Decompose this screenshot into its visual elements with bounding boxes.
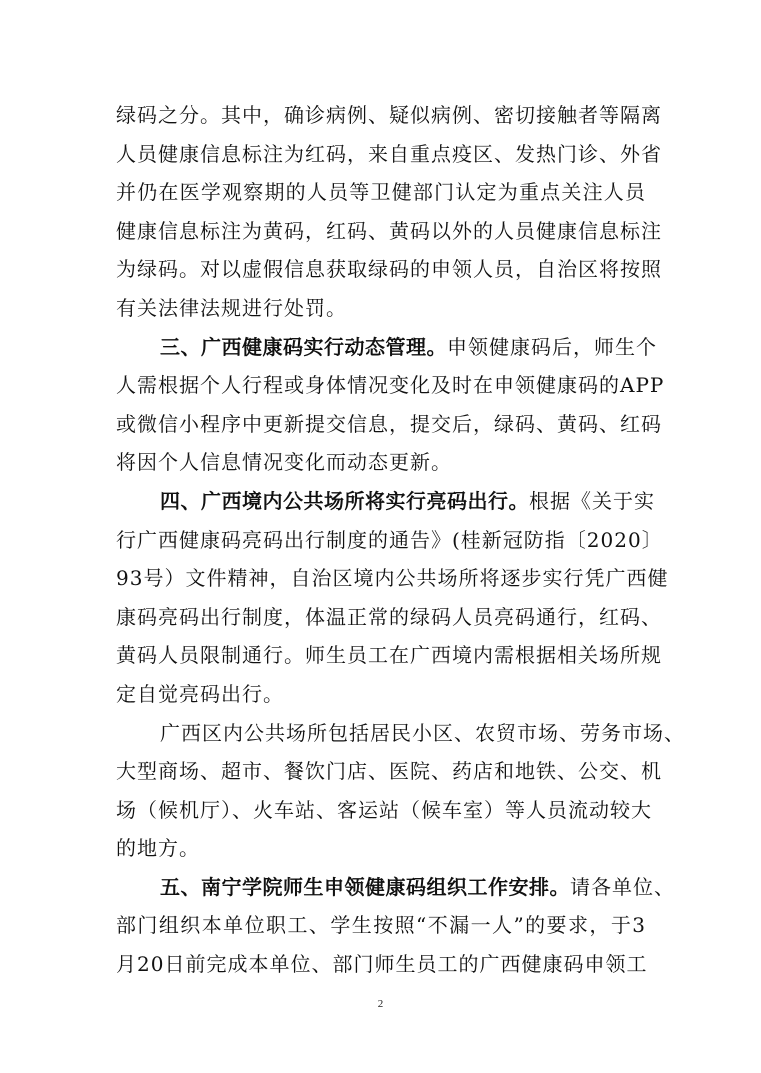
text-line: 并仍在医学观察期的人员等卫健部门认定为重点关注人员 [116, 180, 646, 205]
section-heading: 三、广西健康码实行动态管理。 [160, 334, 447, 359]
text-line: 有关法律法规进行处罚。 [116, 295, 347, 320]
text-line: 健康信息标注为黄码，红码、黄码以外的人员健康信息标注 [116, 218, 662, 243]
section-text: 申领健康码后，师生个 [447, 334, 657, 359]
page-number: 2 [377, 998, 384, 1010]
text-line: 月20日前完成本单位、部门师生员工的广西健康码申领工 [116, 952, 648, 977]
text-line: 或微信小程序中更新提交信息，提交后，绿码、黄码、红码 [116, 411, 662, 436]
section-first-line [116, 868, 675, 907]
paragraph-continuation [116, 96, 662, 328]
text-line: 广西区内公共场所包括居民小区、农贸市场、劳务市场、 [160, 720, 685, 745]
text-line: 93号）文件精神，自治区境内公共场所将逐步实行凭广西健 [116, 566, 669, 591]
text-line: 部门组织本单位职工、学生按照“不漏一人”的要求，于3 [116, 913, 646, 938]
text-line: 大型商场、超市、餐饮门店、医院、药店和地铁、公交、机 [116, 759, 662, 784]
section-heading: 四、广西境内公共场所将实行亮码出行。 [160, 488, 529, 513]
text-line: 场（候机厅）、火车站、客运站（候车室）等人员流动较大 [116, 797, 652, 822]
text-line: 行广西健康码亮码出行制度的通告》(桂新冠防指〔2020〕 [116, 527, 663, 552]
text-line: 绿码之分。其中，确诊病例、疑似病例、密切接触者等隔离 [116, 103, 662, 127]
section-text: 请各单位、 [570, 874, 675, 899]
paragraph-section-5 [116, 868, 675, 984]
paragraph-public-places [116, 714, 685, 868]
document-body [116, 96, 685, 984]
paragraph-section-4 [116, 482, 669, 714]
section-text: 根据《关于实 [529, 488, 655, 513]
text-line: 为绿码。对以虚假信息获取绿码的申领人员，自治区将按照 [116, 257, 662, 282]
section-heading: 五、南宁学院师生申领健康码组织工作安排。 [160, 874, 570, 899]
section-first-line [116, 482, 655, 521]
text-line: 定自觉亮码出行。 [116, 681, 284, 706]
text-line: 康码亮码出行制度，体温正常的绿码人员亮码通行，红码、 [116, 604, 662, 629]
text-line: 人员健康信息标注为红码，来自重点疫区、发热门诊、外省 [116, 141, 662, 166]
text-line: 人需根据个人行程或身体情况变化及时在申领健康码的APP [116, 373, 665, 398]
text-line: 黄码人员限制通行。师生员工在广西境内需根据相关场所规 [116, 643, 662, 668]
text-line: 将因个人信息情况变化而动态更新。 [116, 450, 452, 475]
text-line: 的地方。 [116, 836, 200, 861]
section-first-line [116, 328, 657, 367]
paragraph-section-3 [116, 328, 665, 482]
